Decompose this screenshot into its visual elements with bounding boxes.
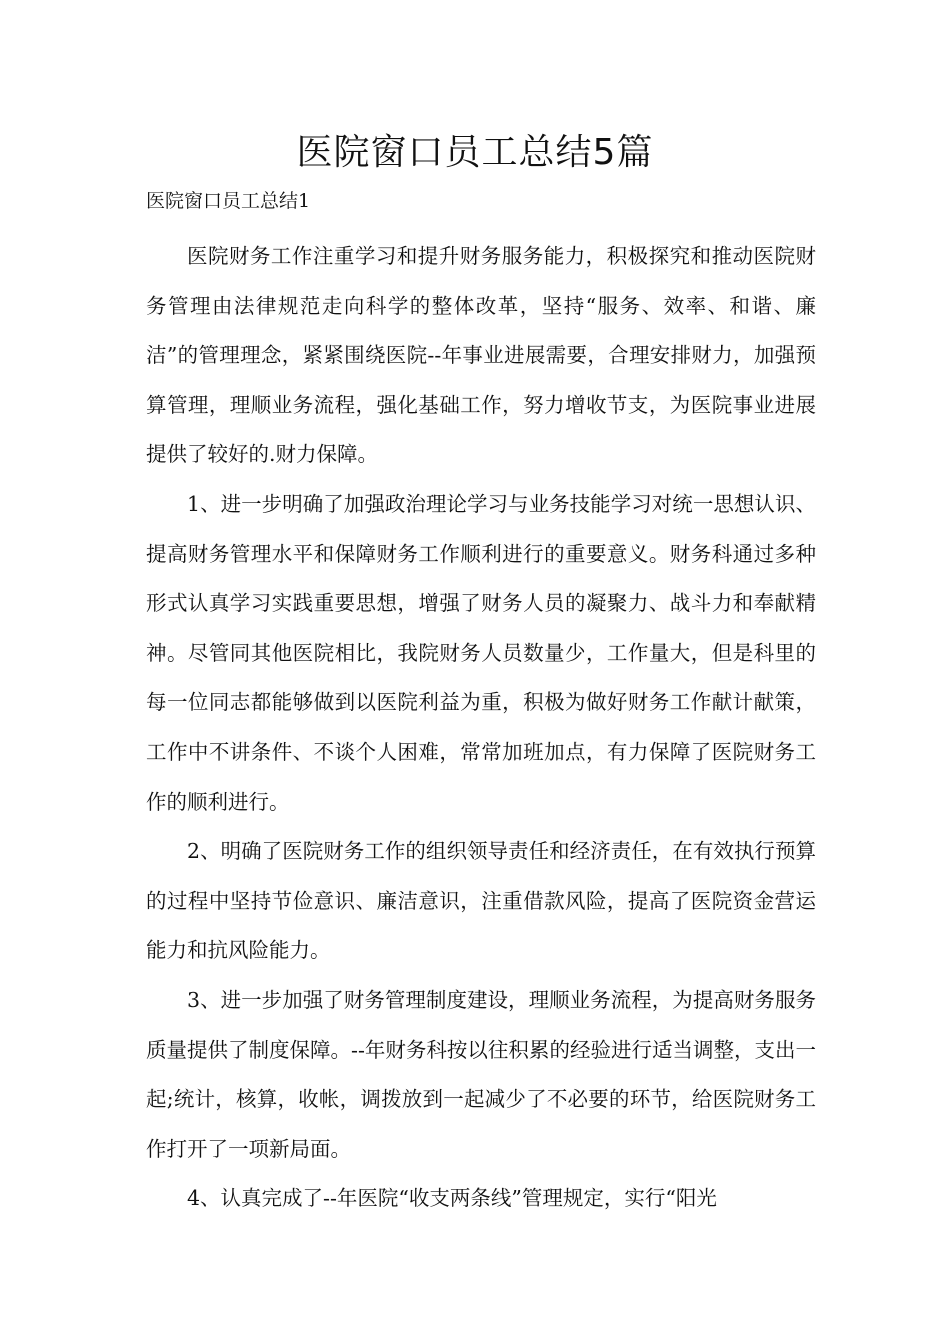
document-body (146, 232, 816, 1224)
document-title: 医院窗口员工总结5篇 (296, 132, 654, 173)
paragraph-item-4: 4、认真完成了--年医院“收支两条线”管理规定，实行“阳光 (187, 1186, 717, 1211)
paragraph-item-3: 3、进一步加强了财务管理制度建设，理顺业务流程，为提高财务服务质量提供了制度保障。--年财务科按以往积累的经验进行适当调整，支出一起;统计，核算，收帐，调拨放到一起减少了不必要的环节，给医院财务工作打开了一项新局面。 (146, 987, 816, 1161)
paragraph-item-1: 1、进一步明确了加强政治理论学习与业务技能学习对统一思想认识、提高财务管理水平和保障财务工作顺利进行的重要意义。财务科通过多种形式认真学习实践重要思想，增强了财务人员的凝聚力、战斗力和奉献精神。尽管同其他医院相比，我院财务人员数量少，工作量大，但是科里的每一位同志都能够做到以医院利益为重，积极为做好财务工作献计献策，工作中不讲条件、不谈个人困难，常常加班加点，有力保障了医院财务工作的顺利进行。 (146, 491, 816, 814)
document-subtitle: 医院窗口员工总结1 (146, 190, 311, 212)
paragraph-intro: 医院财务工作注重学习和提升财务服务能力，积极探究和推动医院财务管理由法律规范走向科学的整体改革，坚持“服务、效率、和谐、廉洁”的管理理念，紧紧围绕医院--年事业进展需要，合理安排财力，加强预算管理，理顺业务流程，强化基础工作，努力增收节支，为医院事业进展提供了较好的.财力保障。 (146, 244, 816, 467)
paragraph-item-2: 2、明确了医院财务工作的组织领导责任和经济责任，在有效执行预算的过程中坚持节俭意识、廉洁意识，注重借款风险，提高了医院资金营运能力和抗风险能力。 (146, 839, 816, 963)
